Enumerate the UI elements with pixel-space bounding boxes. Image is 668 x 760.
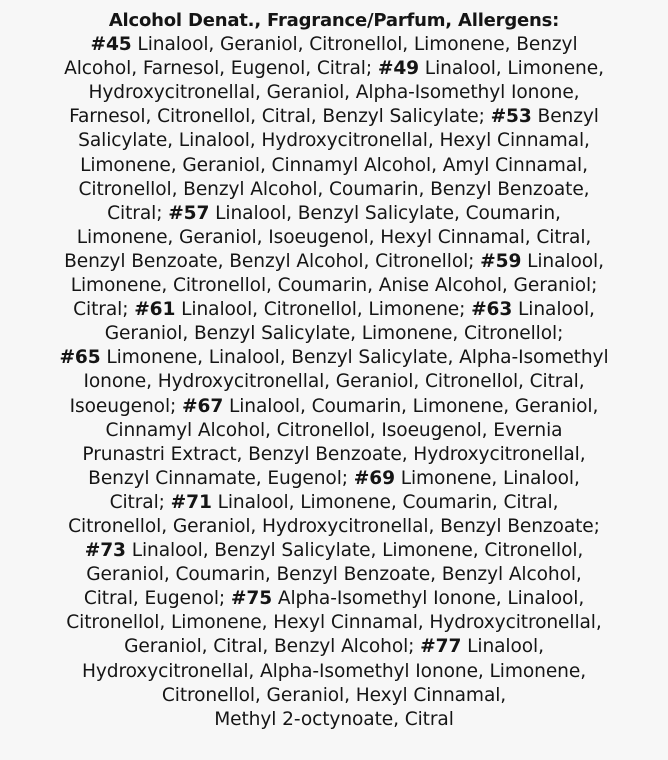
ingredient-text: Linalool,: [512, 299, 595, 321]
shade-number: #77: [420, 636, 462, 658]
ingredient-line: [0, 274, 668, 298]
ingredient-line: [0, 563, 668, 587]
ingredient-text: Linalool, Geraniol, Citronellol, Limonene, Benzyl: [131, 34, 578, 56]
shade-number: #57: [168, 202, 210, 224]
ingredient-text: Citral, Eugenol;: [83, 588, 231, 610]
ingredient-text: Ionone, Hydroxycitronellal, Geraniol, Citronellol, Citral,: [83, 371, 585, 393]
ingredient-line: [0, 515, 668, 539]
shade-number: #67: [182, 395, 224, 417]
shade-number: #63: [471, 299, 513, 321]
ingredient-line: [0, 81, 668, 105]
ingredient-text: Citronellol, Geraniol, Hydroxycitronellal, Benzyl Benzoate;: [68, 515, 600, 537]
ingredient-text: Linalool,: [521, 250, 604, 272]
ingredient-line: [0, 178, 668, 202]
ingredient-text: Hydroxycitronellal, Geraniol, Alpha-Isomethyl Ionone,: [88, 82, 580, 104]
ingredient-line: [0, 346, 668, 370]
ingredient-line: [0, 587, 668, 611]
shade-number: #59: [480, 250, 522, 272]
ingredient-text: Geraniol, Citral, Benzyl Alcohol;: [124, 636, 421, 658]
ingredient-text: Citronellol, Limonene, Hexyl Cinnamal, Hydroxycitronellal,: [66, 612, 602, 634]
ingredient-text: Linalool, Limonene,: [419, 58, 604, 80]
ingredient-text: Linalool,: [461, 636, 544, 658]
shade-number: #71: [170, 491, 212, 513]
ingredient-line: [0, 611, 668, 635]
ingredient-line: [0, 154, 668, 178]
shade-number: #45: [90, 34, 132, 56]
ingredient-text: Citral;: [107, 202, 169, 224]
ingredient-text: Limonene, Geraniol, Cinnamyl Alcohol, Amyl Cinnamal,: [80, 154, 588, 176]
ingredient-line: [0, 539, 668, 563]
shade-number: #49: [377, 58, 419, 80]
ingredient-line: [0, 105, 668, 129]
ingredient-line: [0, 635, 668, 659]
ingredient-line: [0, 660, 668, 684]
ingredient-text: Geraniol, Coumarin, Benzyl Benzoate, Benzyl Alcohol,: [86, 564, 582, 586]
ingredient-line: [0, 322, 668, 346]
ingredient-text: Benzyl: [531, 106, 599, 128]
shade-number: #75: [230, 588, 273, 610]
ingredient-text: Limonene, Linalool,: [394, 467, 580, 489]
ingredient-text: Linalool, Citronellol, Limonene;: [175, 299, 472, 321]
ingredient-line: [0, 684, 668, 708]
shade-number: #73: [84, 540, 126, 562]
ingredient-text: Linalool, Limonene, Coumarin, Citral,: [211, 491, 559, 513]
allergens-heading: Alcohol Denat., Fragrance/Parfum, Allergens:: [108, 10, 560, 31]
ingredient-line: [0, 419, 668, 443]
ingredient-text: Citral;: [73, 299, 135, 321]
shade-number: #53: [490, 106, 532, 128]
ingredient-text: Salicylate, Linalool, Hydroxycitronellal, Hexyl Cinnamal,: [78, 130, 590, 152]
ingredient-text: Limonene, Geraniol, Isoeugenol, Hexyl Cinnamal, Citral,: [76, 226, 592, 248]
ingredient-line: [0, 370, 668, 394]
ingredient-text: Benzyl Cinnamate, Eugenol;: [88, 467, 354, 489]
ingredient-text: Limonene, Linalool, Benzyl Salicylate, Alpha-Isomethyl: [100, 347, 609, 369]
ingredient-text: Citronellol, Benzyl Alcohol, Coumarin, Benzyl Benzoate,: [78, 178, 590, 200]
ingredient-line: [0, 467, 668, 491]
ingredient-text: Prunastri Extract, Benzyl Benzoate, Hydroxycitronellal,: [82, 443, 586, 465]
ingredient-text: Linalool, Benzyl Salicylate, Limonene, Citronellol,: [125, 540, 584, 562]
ingredient-text: Alcohol, Farnesol, Eugenol, Citral;: [64, 58, 378, 80]
ingredient-line: [0, 395, 668, 419]
ingredient-line: [0, 708, 668, 732]
ingredient-text: Linalool, Coumarin, Limonene, Geraniol,: [223, 395, 599, 417]
ingredient-line: [0, 250, 668, 274]
ingredient-line: [0, 491, 668, 515]
ingredient-line: [0, 298, 668, 322]
ingredient-text: Farnesol, Citronellol, Citral, Benzyl Salicylate;: [69, 106, 491, 128]
ingredient-line: [0, 443, 668, 467]
ingredient-text: Limonene, Citronellol, Coumarin, Anise Alcohol, Geraniol;: [70, 275, 598, 297]
ingredient-text: Methyl 2-octynoate, Citral: [214, 708, 454, 730]
ingredient-line: [0, 129, 668, 153]
shade-number: #65: [59, 347, 101, 369]
ingredient-list: [0, 9, 668, 732]
ingredient-line: [0, 226, 668, 250]
ingredient-text: Hydroxycitronellal, Alpha-Isomethyl Ionone, Limonene,: [81, 660, 587, 682]
shade-number: #61: [134, 299, 176, 321]
ingredient-text: Citral;: [109, 491, 171, 513]
ingredient-text: Alpha-Isomethyl Ionone, Linalool,: [272, 588, 585, 610]
ingredient-line: [0, 33, 668, 57]
ingredient-text: Isoeugenol;: [69, 395, 182, 417]
ingredient-text: Cinnamyl Alcohol, Citronellol, Isoeugenol, Evernia: [105, 419, 563, 441]
ingredient-text: Geraniol, Benzyl Salicylate, Limonene, Citronellol;: [104, 323, 564, 345]
ingredient-text: Linalool, Benzyl Salicylate, Coumarin,: [209, 202, 561, 224]
shade-number: #69: [353, 467, 395, 489]
ingredient-line: [0, 202, 668, 226]
ingredient-text: Citronellol, Geraniol, Hexyl Cinnamal,: [161, 684, 507, 706]
ingredient-text: Benzyl Benzoate, Benzyl Alcohol, Citronellol;: [64, 250, 481, 272]
ingredient-line: [0, 57, 668, 81]
